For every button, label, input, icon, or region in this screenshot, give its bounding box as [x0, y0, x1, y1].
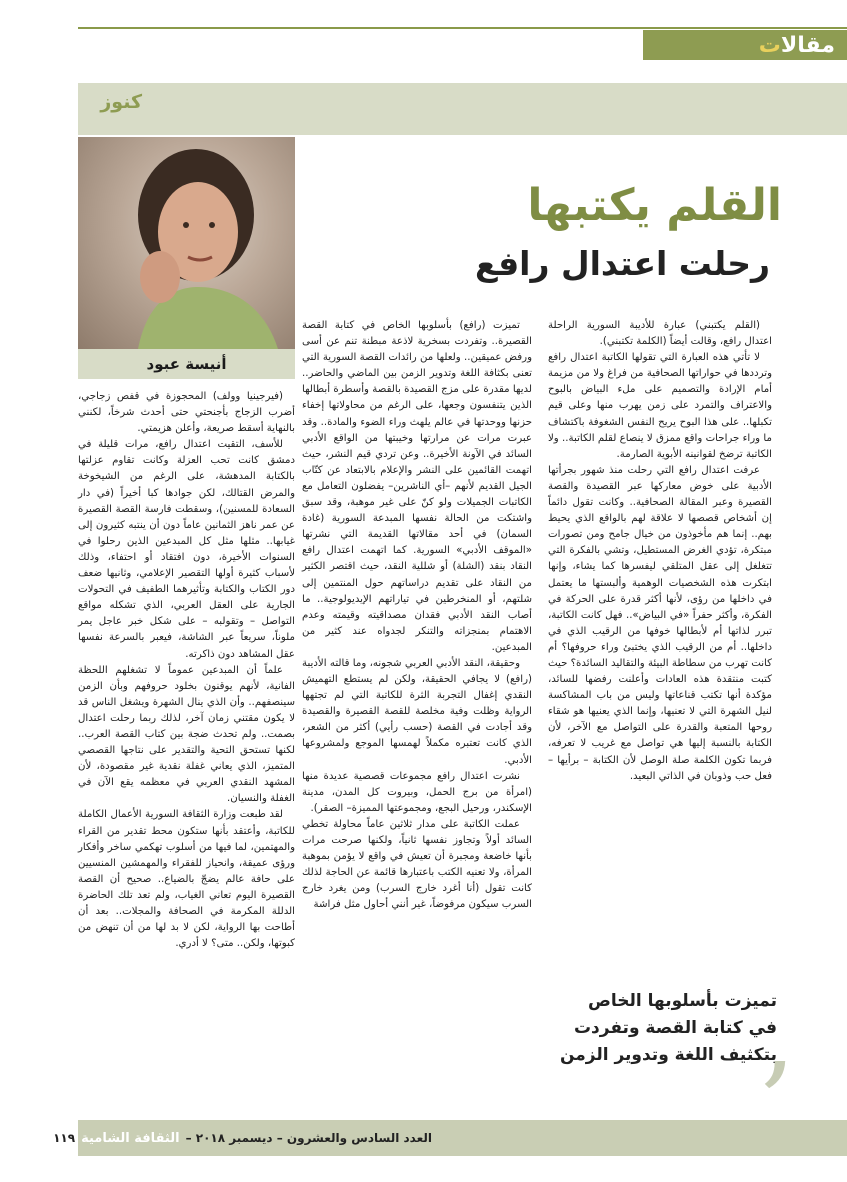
footer	[53, 1128, 432, 1148]
rubric-band	[78, 83, 847, 135]
page-number: ١١٩	[53, 1131, 76, 1145]
paragraph: نشرت اعتدال رافع مجموعات قصصية عديدة منها (امرأة من برج الحمل، وبيروت كل المدن، مدينة الإسكندر، ورحيل البجع، ومجموعتها المميزة– الصقر).	[302, 770, 532, 814]
pull-quote: تميزت بأسلوبها الخاص في كتابة القصة وتفردت بتكثيف اللغة وتدوير الزمن	[559, 991, 777, 1065]
author-portrait-image	[78, 137, 295, 349]
column-right	[548, 318, 772, 785]
article-title: القلم يكتبها	[527, 180, 782, 231]
section-tab	[643, 30, 847, 60]
footer-magazine: الثقافة الشامية	[81, 1130, 180, 1146]
paragraph: لقد طبعت وزارة الثقافة السورية الأعمال الكاملة للكاتبة، وأعتقد بأنها ستكون محط تقدير من القراء والمهتمين، لما فيها من أسلوب تهكمي ساخر وأفكار ورؤى عميقة، وانحياز للفقراء والمهمشين المنسيين على حافة عالم يضجّ بالضياع.. صحيح أن القصة القصيرة اليوم تعاني الغياب، ولم تعد تلك الحاضرة الدللة المكرمة في الصحافة والمجلات.. بعد أن أطاحت بها الرواية، لكن لا بد لها من أن تنهض من كبوتها، ولكن.. متى؟ لا أدري.	[78, 809, 295, 950]
paragraph: عرفت اعتدال رافع التي رحلت منذ شهور بجرأتها الأدبية على خوض معاركها عبر القصيدة والقصة القصيرة وعبر المقالة الصحافية.. وكانت تقول دائماً إن أشخاص قصصها لا علاقة لهم بالواقع الذي يحيط بهم.. إنما هم مأخوذون من خيال جامح ومن تصورات مبتكرة، تؤدي الغرض المستطيل، وتشي بالفكرة التي تتغلغل إلى عقل المتلقي ليفسرها كما يشاء، وإنها ابتكرت هذه الشخصيات الوهمية وألبستها ما يعتمل في داخلها من رؤى، لأنها أكثر قدرة على الحركة في الفكرة، وأكثر حفراً «في البياض».. فهل كانت الكاتبة، تبرر لذاتها أم لأبطالها خوفها من الرقيب الذي في داخلها.. أم من الرقيب الذي يختبئ وراء حروفها؟ أم كانت تهرب من سطاطة البيئة والتقاليد السائدة؟ حيث كتبت منتقدة هذه العادات وأعلنت رفضها للسائد، مؤكدة أنها تكتب قناعاتها وليس من باب المشاكسة لنيل الشهرة التي لا تعنيها، وإنما الذي يعنيها هو شقاء روحها المتعبة والقدرة على التواصل مع الآخر، لأن الكتابة بالنسبة إليها هي تواصل مع غريب لا تعرفه، فربما تكون الكلمة صلة الوصل لأن الكتابة – برأيها – فعل حب وذوبان في الذاتي البعيد.	[548, 464, 772, 782]
paragraph: للأسف، التقيت اعتدال رافع، مرات قليلة في دمشق كانت تحب العزلة وكانت تقاوم عزلتها بالكتابة المدهشة، على الرغم من الشيخوخة والمرض القتالك، لكن جوادها كبا أخيراً (في دار السعادة للمسنين)، وسقطت فارسة القصة القصيرة عن عمر ناهز الثمانين عاماً دون أن ينتبه كثيرون إلى غيابها.. مثلها مثل كل المبدعين الذين رحلوا في السنوات الأخيرة، دون افتقاد أو احتفاء، وذلك لأسباب كثيرة أولها التقصير الإعلامي، وثانيها ضعف دور الكتاب والكتابة وتأثيرهما الطفيف في التحولات الجارية على العقل العربي، الذي تشكله مواقع التواصل – وتقولبه – على شكل خبر عاجل يمر ملوناً، سريعاً عبر الشاشة، فيعبر بالسرعة نفسها عقل المشاهد دون ذاكرته.	[78, 439, 295, 660]
article-subtitle: رحلت اعتدال رافع	[475, 244, 770, 283]
author-photo	[78, 137, 295, 349]
top-rule	[78, 27, 847, 29]
paragraph: وحقيقة، النقد الأدبي العربي شجونه، وما قالته الأديبة (رافع) لا يجافي الحقيقة، ولكن لم يستطع التهميش النقدي إغفال التجربة الثرة للكاتبة التي لم تجتهها الرواية وظلت وفية مخلصة للقصة القصيرة والقصيدة وقد أجادت في القصة (حسب رأيي) أكثر من الشعر، الذي كانت تعتبره مكملاً لهمسها الموجع ولمشروعها الأدبي.	[302, 657, 532, 766]
column-middle	[302, 318, 532, 913]
paragraph: علماً أن المبدعين عموماً لا تشغلهم اللحظة الفانية، لأنهم يوقنون بخلود حروفهم وبأن الزمن سينصفهم.. وأن الذي ينال الشهرة ويشغل الناس قد لا يكون مقتني زمان آخر، لذلك ربما رحلت اعتدال بصمت.. ولم تحدث ضجة بين كتاب القصة العرب.. لكنها تستحق التحية والتقدير على نتاجها القصصي المتميز، الذي يعاني غفلة نقدية غير مقصودة، لأن المشهد النقدي العربي في معظمه يقع الآن في الغفلة والنسيان.	[78, 664, 295, 805]
author-name: أنيسة عبود	[78, 349, 295, 379]
footer-issue: العدد السادس والعشرون – ديسمبر ٢٠١٨ –	[185, 1131, 432, 1145]
paragraph: تميزت (رافع) بأسلوبها الخاص في كتابة القصة القصيرة.. وتفردت بسخرية لاذعة مبطنة تنم عن أسى ورفض عميقين.. ولعلها من رائدات القصة السورية التي تعنى بكثافة اللغة وتدوير الزمن بين الماضي والحاضر.. لديها مقدرة على مزج القصيدة بالقصة وأسطرة أبطالها الذين يتنفسون وجعها، على الرغم من محاولاتها إخفاء حزنها ووحدتها في عالم يلهث وراء الضوء والمادة.. وقد عبرت مرات عن مرارتها وخيبتها من الواقع الأدبي السائد في الآونة الأخيرة.. وعن تردي قيم النشر، حيث اتهمت القائمين على النشر والإعلام بالابتعاد عن كتّاب الجيل القديم لأنهم –أي الناشرين– يفضلون التعامل مع الكاتبات الجميلات ولو كنّ على غير موهبة، وقد سبق واشتكت من الحالة نفسها المبدعة السورية (غادة السمان) في أحد مقالاتها القديمة التي نشرتها «الموقف الأدبي» السورية. كما اتهمت اعتدال رافع النقاد بنقد (الشلة) أو شللية النقد، حيث اقتصر الكثير من النقاد على تقديم دراساتهم حول المنتمين إلى شلتهم، أو المنخرطين في تياراتهم الإيديولوجية.. ما أصاب النقد الأدبي فقدان مصداقيته وقيمته وعدم الاهتمام بمنجزاته والتنكر لجدواه عند كثير من المبدعين.	[302, 320, 532, 653]
section-label: مقالا	[780, 32, 835, 58]
paragraph: لا تأتي هذه العبارة التي تقولها الكاتبة اعتدال رافع وترددها في حواراتها الصحافية من فراغ ولا من مزيمة أمام الإرادة والتصميم على ملء البياض بالبوح والاعتراف والتمرد على زمن يهرب منها وعلى قيم تكبلها.. على هذا البوح يريح النفس الشغوفة باكتشاف ما وراء جراحات واقع ممزق لا ينصاع لقلم الكاتبة.. ولا الكاتبة ترضخ لقوانينه الأبوية الصارمة.	[548, 352, 772, 460]
column-left	[78, 389, 295, 952]
paragraph: (القلم يكتبني) عبارة للأديبة السورية الراحلة اعتدال رافع، وقالت أيضاً (الكلمة تكتبني).	[548, 320, 772, 348]
rubric-label: كنوز	[100, 91, 142, 113]
paragraph: عملت الكاتبة على مدار ثلاثين عاماً محاولة تخطي السائد أولاً وتجاوز نفسها ثانياً، ولكنها صرحت مرات بأنها خاضعة ومجبرة أن تعيش في واقع لا يؤمن بموهبة المرأة، ولا تعنيه الكتب باعتبارها قائمة عن الحاجة لذلك كانت تقول (أنا أغرد خارج السرب) ومن يغرد خارج السرب سيكون مرفوضاً، غير أنني أحاول مثل فراشة	[302, 818, 532, 911]
paragraph: (فيرجينيا وولف) المحجوزة في قفص زجاجي، أضرب الزجاج بأجنحتي حتى أحدث شرخاً، لكنني بالنهاية أسقط صريعة، وأعلن هزيمتي.	[78, 391, 295, 435]
quote-mark-icon: ‚	[760, 971, 795, 1099]
section-label-accent: ت	[758, 32, 781, 58]
